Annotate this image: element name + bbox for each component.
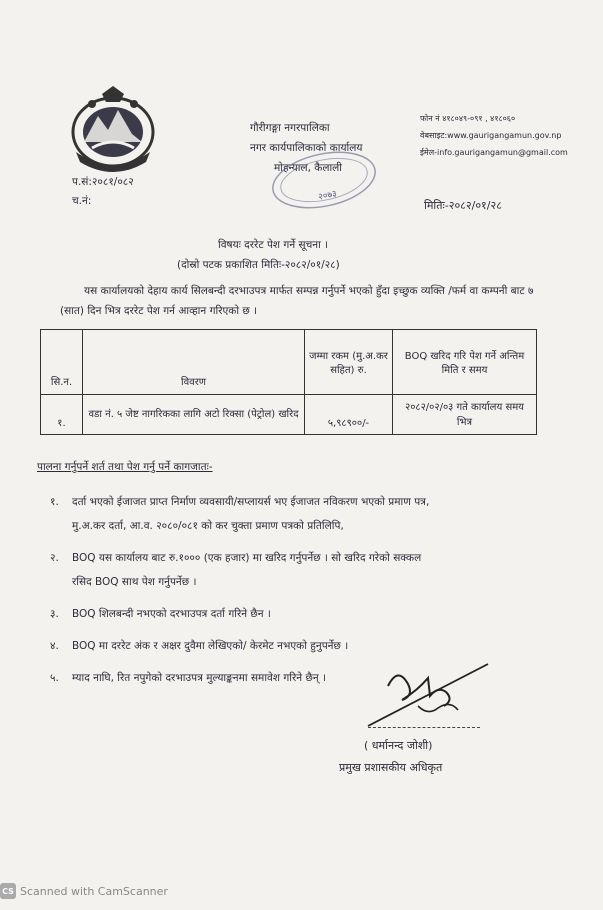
list-item (50, 490, 560, 538)
row-sn: १. (41, 395, 83, 435)
office-location: मोहन्याल, कैलाली (274, 162, 343, 174)
header-amount: जम्मा रकम (मु.अ.कर सहित) रु. (305, 330, 393, 395)
item-number: २. (50, 552, 59, 564)
item-number: १. (50, 496, 59, 508)
notice-paragraph (60, 281, 546, 321)
list-item (50, 546, 560, 594)
stamp-year: २०७३ (317, 189, 338, 203)
emblem-logo (62, 82, 164, 174)
row-amount: ५,९८९००/- (305, 395, 393, 435)
item-text: BOQ मा दररेट अंक र अक्षर दुवैमा लेखिएको/ केरमेट नभएको हुनुपर्नेछ । (72, 640, 349, 652)
letter-date: मितिः-२०८२/०१/२८ (424, 199, 502, 212)
signer-title: प्रमुख प्रशासकीय अधिकृत (339, 761, 443, 774)
item-number: ४. (50, 640, 59, 652)
item-number: ५. (50, 672, 59, 684)
boq-table (40, 329, 537, 435)
item-text: BOQ शिलबन्दी नभएको दरभाउपत्र दर्ता गरिने छैन । (72, 608, 271, 620)
list-item (50, 602, 560, 626)
item-text: दर्ता भएको ईजाजत प्राप्त निर्माण व्यवसायी/सप्लायर्स भए ईजाजत नविकरण भएको प्रमाण पत्र, (72, 496, 430, 508)
office-stamp (268, 150, 380, 214)
subject-line: विषयः दररेट पेश गर्ने सूचना । (218, 239, 329, 251)
notice-paragraph-text: यस कार्यालयको देहाय कार्य सिलबन्दी दरभाउपत्र मार्फत सम्पन्न गर्नुपर्ने भएको हुँदा इच्छुक व्यक्ति /फर्म वा कम्पनी बाट ७ (सात) दिन भित्र दररेट पेश गर्न आव्हान गरिएको छ । (60, 285, 534, 317)
office-name: गौरीगङ्गा नगरपालिका (250, 122, 330, 134)
item-text: BOQ यस कार्यालय बाट रु.१००० (एक हजार) मा खरिद गर्नुपर्नेछ । सो खरिद गरेको सक्कल (72, 552, 422, 564)
item-text: म्याद नाघि, रित नपुगेको दरभाउपत्र मुल्याङ्कनमा समावेश गरिने छैन् । (72, 672, 326, 684)
website-text: वेबसाइट:www.gaurigangamun.gov.np (420, 131, 562, 140)
table-header-row (41, 330, 537, 395)
signature-line (368, 727, 480, 728)
ref-number: प.सं:२०८१/०८२ (72, 176, 134, 188)
conditions-heading: पालना गर्नुपर्ने शर्त तथा पेश गर्नु पर्ने कागजातः- (37, 461, 213, 473)
header-sn: सि.न. (41, 330, 83, 395)
phone-text: फोन नं ४१८०४९-०९१ , ४१८०६० (420, 114, 516, 123)
header-deadline: BOQ खरिद गरि पेश गर्ने अन्तिम मिति र समय (393, 330, 537, 395)
reference-block (72, 173, 134, 211)
signature-scribble (358, 656, 498, 734)
dispatch-number: च.नं: (72, 195, 92, 207)
camscanner-logo-icon: CS (0, 883, 16, 899)
row-deadline: २०८२/०२/०३ गते कार्यालय समय भित्र (393, 395, 537, 435)
email-text: ईमेल-info.gaurigangamun@gmail.com (420, 148, 568, 157)
signer-name: ( धर्मानन्द जोशी) (364, 739, 433, 752)
list-item (50, 634, 560, 658)
item-text-cont: मु.अ.कर दर्ता, आ.व. २०८०/०८१ को कर चुक्ता प्रमाण पत्रको प्रतिलिपि, (72, 520, 344, 532)
table-row (41, 395, 537, 435)
watermark-text: Scanned with CamScanner (20, 884, 168, 898)
item-number: ३. (50, 608, 59, 620)
header-description: विवरण (83, 330, 305, 395)
row-description: वडा नं. ५ जेष्ट नागरिकका लागि अटो रिक्सा (पेट्रोल) खरिद (83, 395, 305, 435)
office-subtitle: नगर कार्यपालिकाको कार्यालय (250, 142, 363, 154)
contact-block (420, 110, 568, 161)
republish-line: (दोस्रो पटक प्रकाशित मितिः-२०८२/०१/२८) (177, 259, 340, 271)
item-text-cont: रसिद BOQ साथ पेश गर्नुपर्नेछ । (72, 576, 197, 588)
scanner-watermark (0, 883, 168, 899)
